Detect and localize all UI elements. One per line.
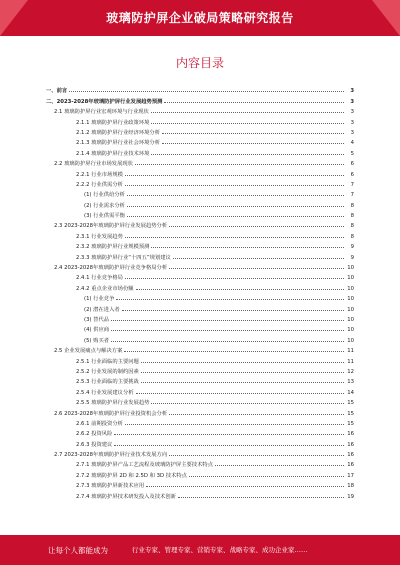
toc-entry[interactable]: [46, 271, 354, 281]
toc-entry[interactable]: [46, 167, 354, 177]
toc-entry-text: 2.1.4 玻璃防护屏行业技术环境: [76, 150, 150, 157]
toc-entry-text: 2.1.1 玻璃防护屏行业政策环境: [76, 119, 150, 126]
toc-entry-text: 2.1.2 玻璃防护屏行业经济环境分析: [76, 129, 161, 136]
toc-leader-dots: [146, 486, 344, 487]
toc-entry-page: 6: [345, 172, 354, 178]
toc-leader-dots: [125, 237, 344, 238]
toc-entry-text: 2.6.3 投资建议: [76, 441, 113, 448]
toc-leader-dots: [127, 195, 344, 196]
toc-leader-dots: [116, 299, 344, 300]
toc-leader-dots: [141, 382, 344, 383]
toc-entry-page: 3: [345, 99, 354, 105]
toc-entry[interactable]: [46, 323, 354, 333]
toc-entry-page: 6: [345, 161, 354, 167]
toc-leader-dots: [164, 102, 344, 103]
toc-entry-page: 15: [345, 411, 354, 417]
toc-entry-text: 2.5.5 玻璃防护屏行业发展趋势: [76, 400, 150, 407]
toc-entry-text: 2.5.2 行业发展的制约因素: [76, 368, 139, 375]
toc-entry-text: 2.7.2 玻璃防护屏 2D 和 2.5D 和 3D 技术特点: [76, 472, 187, 479]
toc-leader-dots: [141, 362, 344, 363]
toc-leader-dots: [127, 206, 344, 207]
toc-leader-dots: [162, 143, 344, 144]
toc-entry-page: 8: [345, 223, 354, 229]
toc-entry-text: 2.5.3 行业面临的主要挑战: [76, 379, 139, 386]
toc-leader-dots: [162, 133, 344, 134]
toc-entry[interactable]: [46, 468, 354, 478]
toc-entry-page: 16: [345, 462, 354, 468]
toc-entry-text: 2.5.4 行业发展建议分析: [76, 389, 134, 396]
toc-entry-text: (3) 替代品: [84, 316, 110, 323]
toc-entry-text: 2.4.1 行业竞争格局: [76, 275, 123, 282]
toc-heading: 内容目录: [175, 56, 224, 70]
toc-leader-dots: [125, 175, 344, 176]
toc-entry[interactable]: [46, 157, 354, 167]
toc-entry-text: 2.2.1 行业市场规模: [76, 171, 123, 178]
toc-entry-page: 10: [345, 338, 354, 344]
toc-leader-dots: [169, 414, 344, 415]
toc-entry-text: (5) 购买者: [84, 337, 110, 344]
toc-entry-page: 13: [345, 379, 354, 385]
toc-entry[interactable]: [46, 458, 354, 468]
toc-leader-dots: [125, 424, 344, 425]
toc-entry-page: 18: [345, 483, 354, 489]
toc-entry-page: 9: [345, 244, 354, 250]
toc-entry-text: 2.3.1 行业发展趋势: [76, 233, 123, 240]
toc-entry-page: 10: [345, 317, 354, 323]
toc-entry[interactable]: [46, 479, 354, 489]
toc-entry[interactable]: [46, 261, 354, 271]
toc-entry-text: 2.6.2 投资风险: [76, 431, 113, 438]
toc-leader-dots: [125, 278, 344, 279]
toc-leader-dots: [111, 320, 344, 321]
toc-entry-page: 10: [345, 296, 354, 302]
toc-entry-page: 5: [345, 151, 354, 157]
toc-entry-text: 2.3 2023-2028年玻璃防护屏行业发展趋势分析: [54, 223, 168, 230]
toc-leader-dots: [125, 185, 344, 186]
toc-entry[interactable]: [46, 406, 354, 416]
toc-entry[interactable]: [46, 292, 354, 302]
report-title: 玻璃防护屏企业破局策略研究报告: [106, 11, 294, 25]
toc-entry-page: 10: [345, 307, 354, 313]
toc-entry-page: 17: [345, 473, 354, 479]
toc-entry[interactable]: [46, 126, 354, 136]
toc-leader-dots: [151, 154, 344, 155]
toc-entry-page: 11: [345, 359, 354, 365]
toc-entry[interactable]: [46, 365, 354, 375]
toc-entry-page: 3: [345, 120, 354, 126]
toc-entry-text: 2.1 玻璃防护屏行业宏观环境与行业现状: [54, 109, 149, 116]
toc-leader-dots: [141, 372, 344, 373]
toc-entry-page: 4: [345, 140, 354, 146]
toc-leader-dots: [136, 289, 344, 290]
toc-entry[interactable]: [46, 302, 354, 312]
toc-entry[interactable]: [46, 333, 354, 343]
toc-entry-text: 2.2 玻璃防护屏行业市场发展现状: [54, 161, 133, 168]
footer-banner: [0, 535, 400, 565]
toc-entry-text: 2.4.2 重点企业市场份额: [76, 285, 134, 292]
footer-slogan: 让每个人都能成为: [48, 546, 108, 555]
toc-entry-page: 9: [345, 255, 354, 261]
toc-leader-dots: [122, 310, 344, 311]
toc-leader-dots: [135, 164, 344, 165]
toc-leader-dots: [169, 455, 344, 456]
toc-entry-page: 8: [345, 234, 354, 240]
toc-entry[interactable]: [46, 146, 354, 156]
toc-entry-text: 2.7.4 玻璃防护屏技术研发投入及技术创新: [76, 493, 176, 500]
toc-entry[interactable]: [46, 427, 354, 437]
toc-leader-dots: [111, 341, 344, 342]
toc-entry-page: 12: [345, 369, 354, 375]
toc-leader-dots: [151, 123, 344, 124]
toc-entry-page: 7: [345, 182, 354, 188]
toc-entry[interactable]: [46, 188, 354, 198]
toc-entry-page: 16: [345, 452, 354, 458]
toc-leader-dots: [111, 330, 344, 331]
toc-leader-dots: [127, 216, 344, 217]
toc-entry-page: 10: [345, 286, 354, 292]
toc-entry[interactable]: [46, 84, 354, 94]
toc-entry-text: (1) 行业供给分析: [84, 192, 125, 199]
toc-entry[interactable]: [46, 198, 354, 208]
toc-entry-page: 10: [345, 275, 354, 281]
toc-entry[interactable]: [46, 437, 354, 447]
toc-entry-page: 3: [345, 109, 354, 115]
toc-leader-dots: [169, 226, 344, 227]
header-banner: [0, 0, 400, 36]
toc-entry[interactable]: [46, 281, 354, 291]
toc-entry[interactable]: [46, 250, 354, 260]
toc-entry-text: 2.6.1 前期投资分析: [76, 420, 123, 427]
toc-entry-text: (1) 行业竞争: [84, 296, 115, 303]
toc-entry-text: (2) 潜在进入者: [84, 306, 120, 313]
toc-entry-text: 2.1.3 玻璃防护屏行业社会环境分析: [76, 140, 161, 147]
toc-entry[interactable]: [46, 354, 354, 364]
toc-leader-dots: [136, 393, 344, 394]
toc-entry-text: 2.3.2 玻璃防护屏行业规模预测: [76, 244, 150, 251]
toc-entry[interactable]: [46, 209, 354, 219]
toc-leader-dots: [178, 497, 344, 498]
toc-entry[interactable]: [46, 385, 354, 395]
toc-leader-dots: [151, 112, 344, 113]
toc-entry[interactable]: [46, 375, 354, 385]
toc-entry-page: 8: [345, 213, 354, 219]
toc-entry-text: (3) 行业供需平衡: [84, 213, 125, 220]
toc-entry-page: 15: [345, 421, 354, 427]
toc-entry[interactable]: [46, 178, 354, 188]
toc-entry[interactable]: [46, 489, 354, 499]
toc-entry-page: 16: [345, 431, 354, 437]
toc-entry-text: 2.5.1 行业面临的主要问题: [76, 358, 139, 365]
toc-entry-text: 2.7 2023-2028年玻璃防护屏行业技术发展方向: [54, 452, 168, 459]
toc-entry-page: 15: [345, 400, 354, 406]
toc-entry[interactable]: [46, 344, 354, 354]
table-of-contents: [46, 84, 354, 500]
toc-entry[interactable]: [46, 136, 354, 146]
toc-entry-text: 2.5 企业发展痛点与解决方案: [54, 348, 123, 355]
toc-entry[interactable]: [46, 115, 354, 125]
toc-entry-text: 2.2.2 行业供需分析: [76, 181, 123, 188]
toc-entry-page: 14: [345, 390, 354, 396]
toc-entry[interactable]: [46, 219, 354, 229]
toc-entry-text: (4) 供应商: [84, 327, 110, 334]
toc-leader-dots: [124, 351, 344, 352]
toc-entry-text: 2.3.3 玻璃防护屏行业“十四五”规划建议: [76, 254, 171, 261]
toc-entry[interactable]: [46, 240, 354, 250]
toc-entry-page: 10: [345, 265, 354, 271]
toc-leader-dots: [69, 91, 344, 92]
toc-entry-page: 7: [345, 192, 354, 198]
toc-entry-page: 19: [345, 494, 354, 500]
toc-leader-dots: [173, 258, 344, 259]
toc-entry[interactable]: [46, 105, 354, 115]
toc-entry-text: 2.7.1 玻璃防护屏产品工艺流程及玻璃防护屏主要技术特点: [76, 462, 213, 469]
toc-entry-page: 16: [345, 442, 354, 448]
toc-entry[interactable]: [46, 229, 354, 239]
toc-entry-page: 8: [345, 203, 354, 209]
toc-leader-dots: [169, 268, 344, 269]
footer-tagline: 行业专家、管理专家、营销专家、战略专家、成功企业家……: [132, 546, 308, 554]
toc-entry-page: 11: [345, 348, 354, 354]
toc-leader-dots: [151, 403, 344, 404]
toc-entry[interactable]: [46, 448, 354, 458]
toc-entry[interactable]: [46, 417, 354, 427]
toc-leader-dots: [151, 247, 344, 248]
toc-leader-dots: [114, 434, 344, 435]
toc-entry-text: 二、2023-2028年玻璃防护屏行业发展趋势预测: [46, 98, 163, 105]
toc-leader-dots: [215, 465, 344, 466]
toc-entry-text: 一、前言: [46, 88, 68, 95]
toc-entry-text: 2.6 2023-2028年玻璃防护屏行业投资机会分析: [54, 410, 168, 417]
toc-entry-page: 3: [345, 130, 354, 136]
toc-entry[interactable]: [46, 313, 354, 323]
toc-entry-text: 2.7.3 玻璃防护屏新技术应用: [76, 483, 145, 490]
toc-entry-text: (2) 行业需求分析: [84, 202, 125, 209]
toc-leader-dots: [189, 476, 344, 477]
toc-leader-dots: [114, 445, 344, 446]
toc-entry-text: 2.4 2023-2028年玻璃防护屏行业竞争格局分析: [54, 265, 168, 272]
toc-entry-page: 10: [345, 327, 354, 333]
toc-entry[interactable]: [46, 94, 354, 104]
toc-entry[interactable]: [46, 396, 354, 406]
toc-entry-page: 3: [345, 88, 354, 94]
